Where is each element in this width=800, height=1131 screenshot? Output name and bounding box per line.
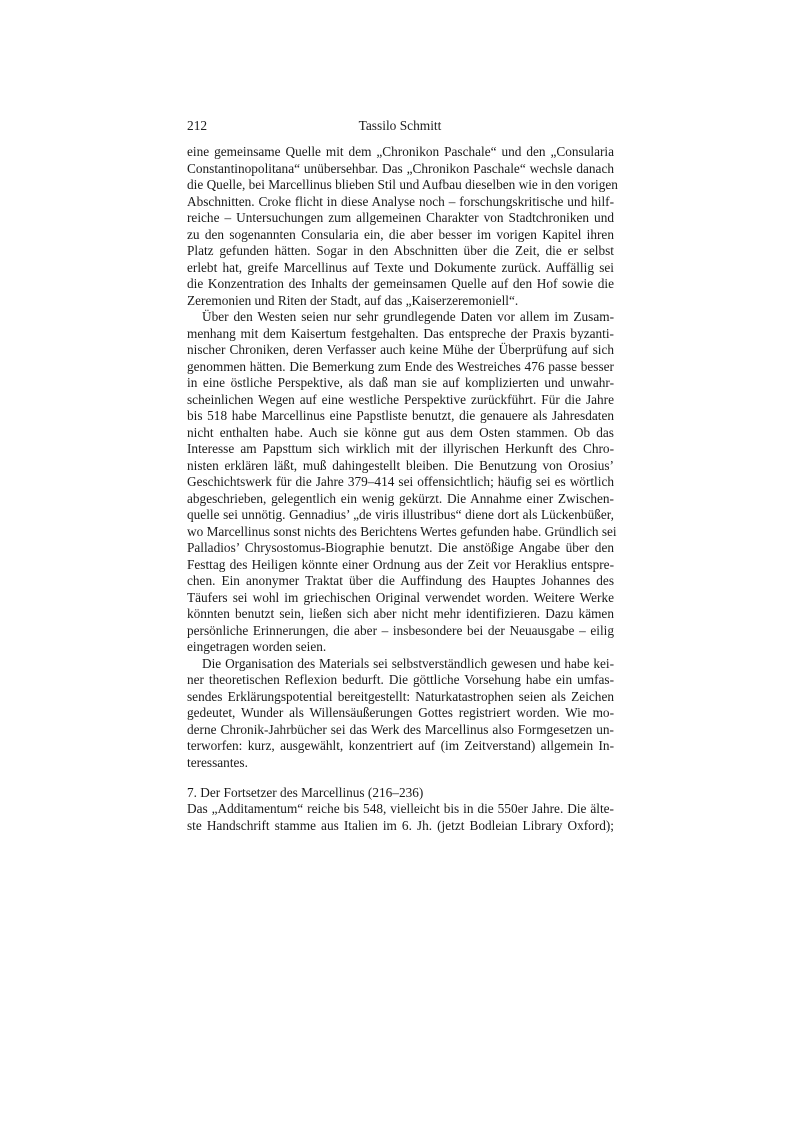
paragraph: [187, 656, 614, 772]
text-line: bis 518 habe Marcellinus eine Papstliste benutzt, die genauere als Jahresdaten: [187, 408, 614, 423]
text-line: reiche – Untersuchungen zum allgemeinen Charakter von Stadtchroniken und: [187, 210, 614, 225]
text-line: Die Organisation des Materials sei selbstverständlich gewesen und habe kei-: [202, 655, 614, 671]
text-line: Constantinopolitana“ unübersehbar. Das „Chronikon Paschale“ wechsle danach: [187, 160, 614, 176]
text-line: gedeutet, Wunder als Willensäußerungen Gottes registriert worden. Wie mo-: [187, 705, 614, 720]
text-line: nisten erklären läßt, muß dahingestellt bleiben. Die Benutzung von Orosius’: [187, 457, 614, 473]
text-line: die Quelle, bei Marcellinus blieben Stil und Aufbau dieselben wie in den vorigen: [187, 177, 618, 192]
text-line: scheinlichen Wegen auf eine westliche Perspektive zurückführt. Für die Jahre: [187, 391, 614, 407]
text-line: genommen hätten. Die Bemerkung zum Ende des Westreiches 476 passe besser: [187, 358, 614, 374]
section-heading: 7. Der Fortsetzer des Marcellinus (216–236): [187, 784, 424, 800]
section-gap: [187, 771, 614, 785]
text-line: ste Handschrift stamme aus Italien im 6. Jh. (jetzt Bodleian Library Oxford);: [187, 817, 614, 833]
text-line: Das „Additamentum“ reiche bis 548, vielleicht bis in die 550er Jahre. Die älte-: [187, 801, 614, 816]
text-line: Über den Westen seien nur sehr grundlegende Daten vor allem im Zusam-: [202, 309, 614, 324]
text-line: Festtag des Heiligen könnte einer Ordnung aus der Zeit vor Heraklius entspre-: [187, 556, 614, 572]
text-line: Palladios’ Chrysostomus-Biographie benutzt. Die anstößige Angabe über den: [187, 540, 614, 555]
text-line: Platz gefunden hätten. Sogar in den Abschnitten über die Zeit, die er selbst: [187, 243, 614, 258]
text-line: Abschnitten. Croke flicht in diese Analyse noch – forschungskritische und hilf-: [187, 193, 614, 209]
text-line: quelle sei unnötig. Gennadius’ „de viris illustribus“ diene dort als Lückenbüßer,: [187, 507, 614, 522]
text-line: terworfen: kurz, ausgewählt, konzentriert auf (im Zeitverstand) allgemein In-: [187, 738, 614, 753]
text-line: zu den sogenannten Consularia ein, die aber besser im vorigen Kapitel ihren: [187, 226, 614, 242]
text-line: teressantes.: [187, 754, 248, 770]
text-line: ner theoretischen Reflexion bedurft. Die göttliche Vorsehung habe ein umfas-: [187, 672, 614, 687]
text-line: persönliche Erinnerungen, die aber – insbesondere bei der Neuausgabe – eilig: [187, 622, 614, 638]
text-line: eine gemeinsame Quelle mit dem „Chronikon Paschale“ und den „Consularia: [187, 144, 614, 159]
paragraphs: [187, 144, 618, 771]
text-line: eingetragen worden seien.: [187, 639, 327, 654]
text-line: die Konzentration des Inhalts der gemeinsamen Quelle auf den Hof sowie die: [187, 276, 614, 291]
paragraph: [187, 144, 618, 309]
text-line: chen. Ein anonymer Traktat über die Auffindung des Hauptes Johannes des: [187, 573, 614, 588]
text-line: nicht enthalten habe. Auch sie könne gut aus dem Osten stammen. Ob das: [187, 424, 614, 440]
text-line: menhang mit dem Kaisertum festgehalten. Das entspreche der Praxis byzanti-: [187, 325, 614, 341]
paragraph: [187, 309, 617, 656]
text-line: nischer Chroniken, deren Verfasser auch keine Mühe der Überprüfung auf sich: [187, 342, 614, 357]
text-line: in eine östliche Perspektive, als daß man sie auf komplizierten und unwahr-: [187, 375, 614, 390]
running-head: Tassilo Schmitt: [358, 118, 442, 133]
text-line: derne Chronik-Jahrbücher sei das Werk des Marcellinus also Formgesetzen un-: [187, 721, 614, 737]
text-line: sendes Erklärungspotential bereitgestellt: Naturkatastrophen seien als Zeichen: [187, 688, 614, 704]
text-line: erlebt hat, greife Marcellinus auf Texte und Dokumente zurück. Auffällig sei: [187, 259, 614, 275]
text-line: abgeschrieben, gelegentlich ein wenig gekürzt. Die Annahme einer Zwischen-: [187, 490, 614, 506]
text-line: Interesse am Papsttum sich wirklich mit der illyrischen Herkunft des Chro-: [187, 441, 614, 456]
page-number: 212: [187, 118, 208, 133]
body-text: [187, 144, 618, 834]
text-line: Täufers sei wohl im griechischen Original verwendet worden. Weitere Werke: [187, 589, 614, 605]
section-paragraph: [187, 801, 614, 834]
text-line: könnten benutzt sein, ließen sich aber nicht mehr identifizieren. Dazu kämen: [187, 606, 614, 621]
text-line: wo Marcellinus sonst nichts des Berichtens Wertes gefunden habe. Gründlich sei: [187, 523, 617, 539]
text-line: Zeremonien und Riten der Stadt, auf das „Kaiserzeremoniell“.: [187, 292, 519, 308]
text-line: Geschichtswerk für die Jahre 379–414 sei offensichtlich; häufig sei es wörtlich: [187, 474, 614, 489]
